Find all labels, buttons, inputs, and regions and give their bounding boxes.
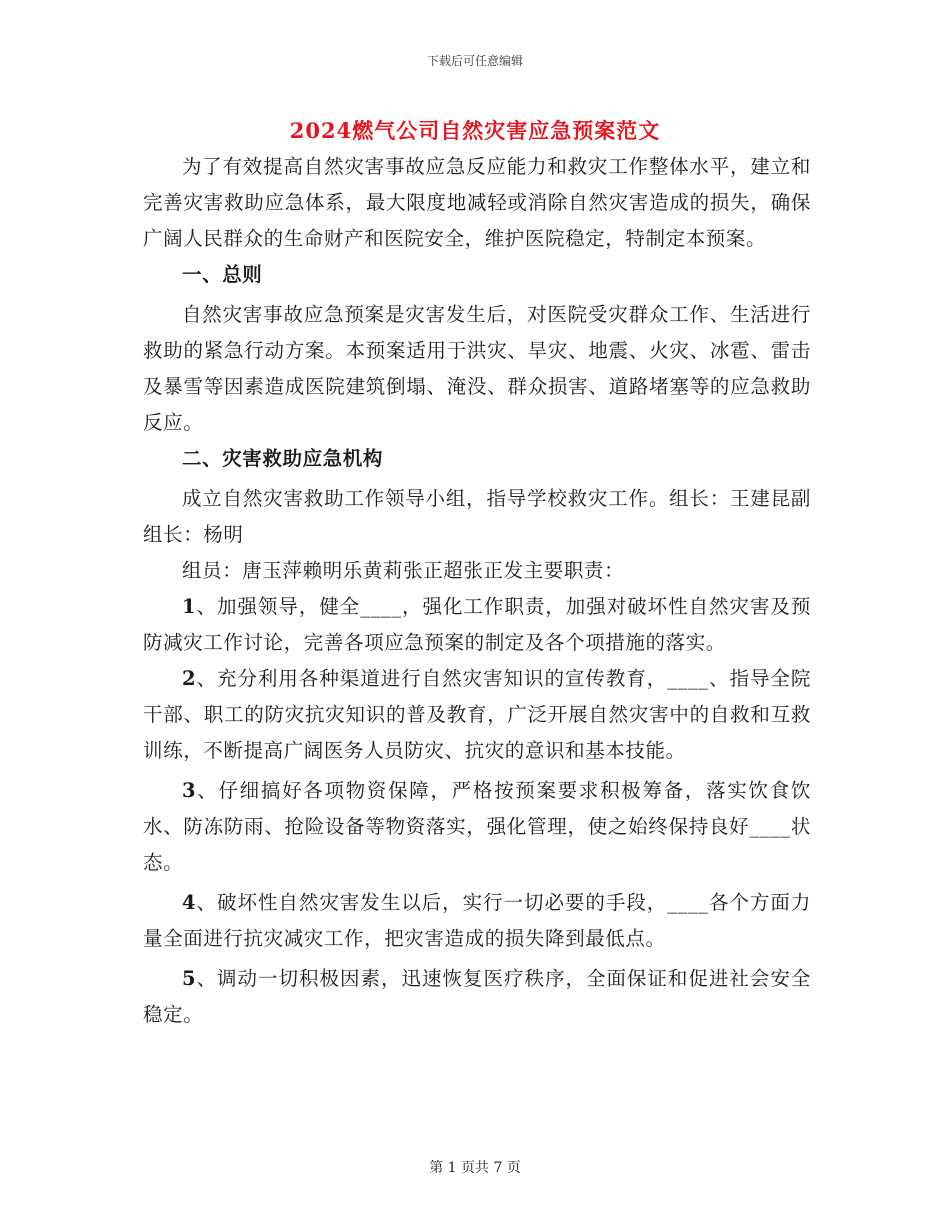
duty-item [143, 773, 811, 881]
duty-item-number: 4 [182, 891, 197, 914]
duty-item-text: 、加强领导，健全____，强化工作职责，加强对破坏性自然灾害及预防减灾工作讨论，完善各项应急预案的制定及各个项措施的落实。 [143, 595, 811, 654]
duty-item-number: 3 [182, 779, 197, 802]
duty-item-text: 、破坏性自然灾害发生以后，实行一切必要的手段，____各个方面力量全面进行抗灾减灾工作，把灾害造成的损失降到最低点。 [143, 891, 811, 950]
header-note: 下载后可任意编辑 [426, 54, 523, 68]
duty-item-text: 、充分利用各种渠道进行自然灾害知识的宣传教育，____、指导全院干部、职工的防灾抗灾知识的普及教育，广泛开展自然灾害中的自救和互救训练，不断提高广阔医务人员防灾、抗灾的意识和基本技能。 [143, 667, 811, 762]
duty-item [143, 885, 811, 957]
document-body [143, 149, 811, 1037]
duty-item-text: 、仔细搞好各项物资保障，严格按预案要求积极筹备，落实饮食饮水、防冻防雨、抢险设备等物资落实，强化管理，使之始终保持良好____状态。 [143, 779, 811, 874]
section-heading-general: 一、总则 [182, 263, 263, 286]
page-footer: 第 1 页共 7 页 [429, 1160, 521, 1176]
intro-paragraph: 为了有效提高自然灾害事故应急反应能力和救灾工作整体水平，建立和完善灾害救助应急体系，最大限度地减轻或消除自然灾害造成的损失，确保广阔人民群众的生命财产和医院安全，维护医院稳定，特制定本预案。 [143, 155, 811, 250]
duty-item-number: 2 [182, 667, 197, 690]
duty-item-text: 、调动一切积极因素，迅速恢复医疗秩序，全面保证和促进社会安全稳定。 [143, 967, 811, 1026]
general-paragraph: 自然灾害事故应急预案是灾害发生后，对医院受灾群众工作、生活进行救助的紧急行动方案。本预案适用于洪灾、旱灾、地震、火灾、冰雹、雷击及暴雪等因素造成医院建筑倒塌、淹没、群众损害、道路堵塞等的应急救助反应。 [143, 303, 811, 434]
duty-item-number: 1 [182, 595, 197, 618]
duty-item-number: 5 [182, 967, 197, 990]
organization-members-paragraph: 组员：唐玉萍赖明乐黄莉张正超张正发主要职责： [182, 559, 625, 582]
duty-item [143, 589, 811, 661]
organization-leaders-paragraph: 成立自然灾害救助工作领导小组，指导学校救灾工作。组长：王建昆副组长：杨明 [143, 487, 811, 546]
document-title: 2024燃气公司自然灾害应急预案范文 [289, 118, 661, 143]
section-heading-organization: 二、灾害救助应急机构 [182, 447, 384, 470]
duty-item [143, 661, 811, 769]
duty-item [143, 961, 811, 1033]
